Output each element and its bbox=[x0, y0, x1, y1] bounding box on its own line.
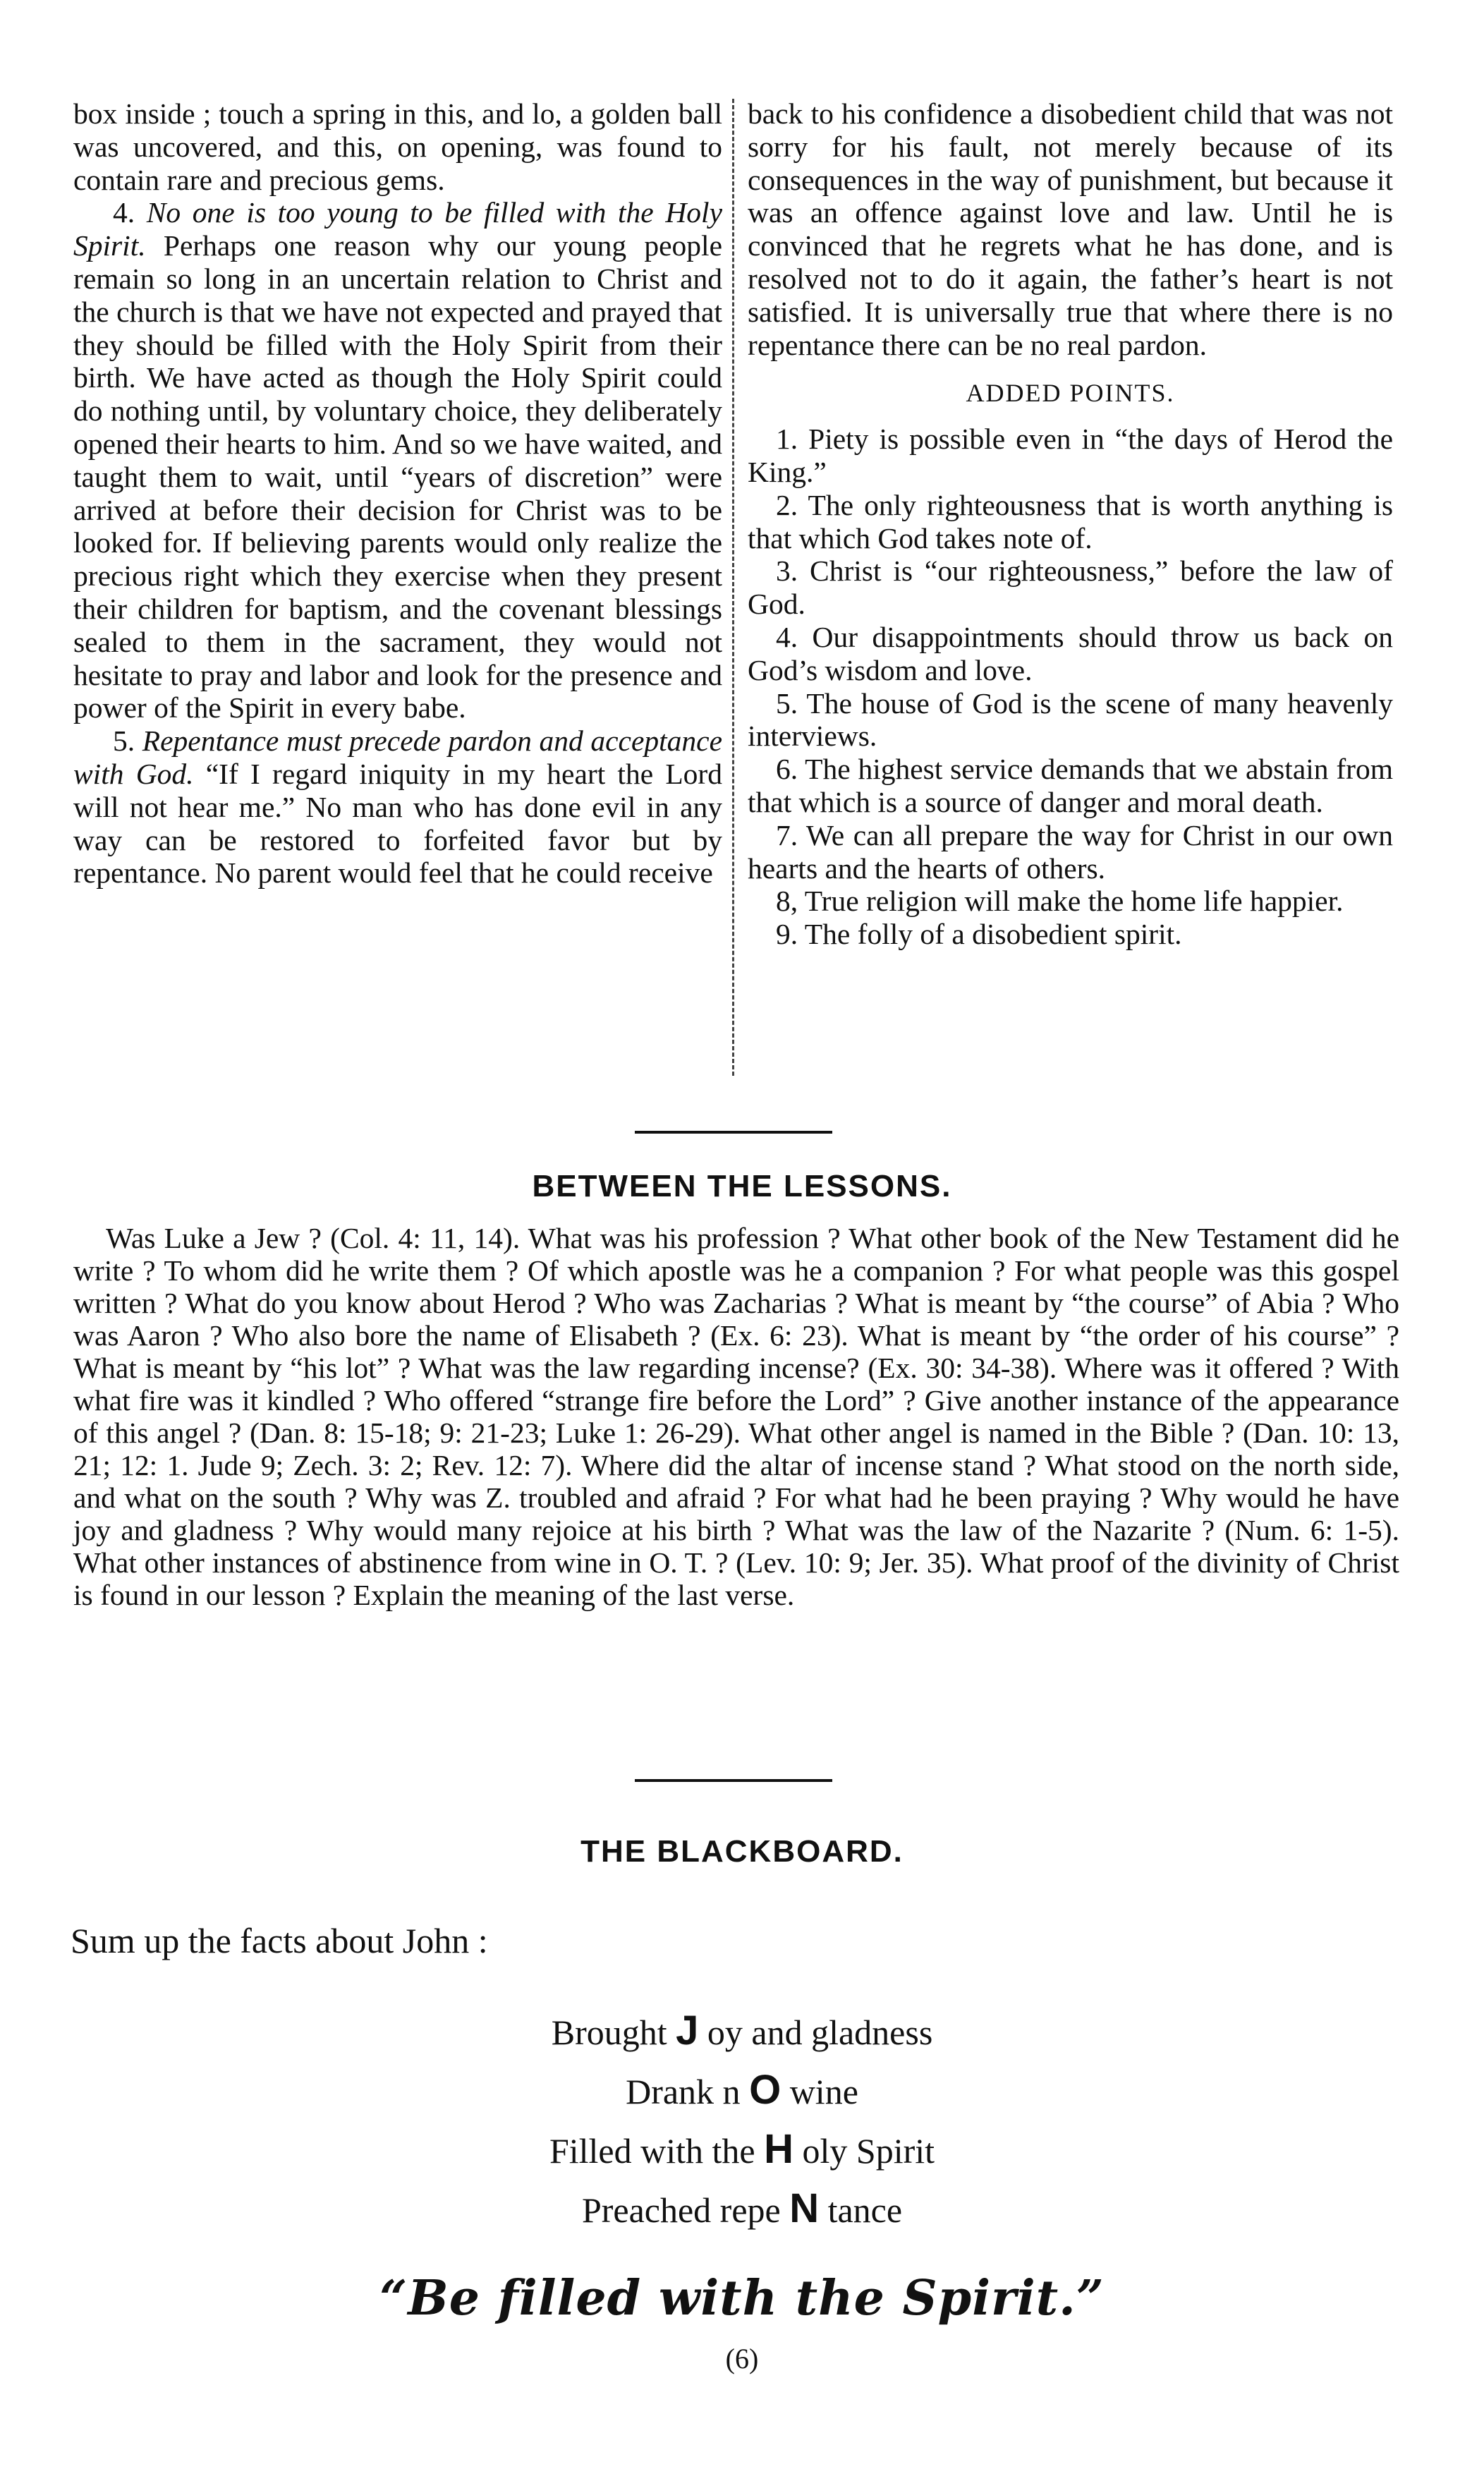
blackboard-acrostic bbox=[0, 2002, 1484, 2239]
point-body: Perhaps one reason why our young people remain so long in an uncertain relation to Christ and the church is that we have not expected and prayed that they should be filled with the Holy Spirit from their birth. We have acted as though the Holy Spirit could do nothing until, by voluntary choice, they deliberately opened their hearts to him. And so we have waited, and taught them to wait, until “years of discretion” were arrived at before their decision for Christ was to be looked for. If believing parents would only realize the precious right which they exercise when they present their children for baptism, and the covenant blessings sealed to them in the sacrament, they would not hesitate to pray and labor and look for the presence and power of the Spirit in every babe. bbox=[73, 229, 723, 724]
section-divider bbox=[635, 1131, 832, 1134]
added-point: 3. Christ is “our righteousness,” before the law of God. bbox=[748, 554, 1393, 621]
added-point: 9. The folly of a disobedient spirit. bbox=[776, 918, 1182, 951]
point-heading: No one is too young to be filled with the Holy Spirit. bbox=[73, 196, 722, 262]
between-lessons-heading: BETWEEN THE LESSONS. bbox=[532, 1169, 952, 1203]
left-paragraph-2 bbox=[73, 196, 722, 724]
acrostic-line bbox=[0, 2002, 1484, 2061]
added-point: 1. Piety is possible even in “the days of Herod the King.” bbox=[748, 423, 1393, 488]
right-paragraph-1: back to his confidence a disobedient child that was not sorry for his fault, not merely because of its consequences in the way of punishment, but because it was an offence against love and law. Until he is convinced that he regrets what he has done, and is resolved not to do it again, the father’s heart is not satisfied. It is universally true that where there is no repentance there can be no real pardon. bbox=[748, 97, 1393, 361]
left-paragraph-3 bbox=[73, 724, 722, 890]
acrostic-pre: Drank n bbox=[626, 2072, 750, 2111]
point-number: 4. bbox=[113, 196, 135, 229]
left-paragraph-1: box inside ; touch a spring in this, and lo, a golden ball was uncovered, and this, on opening, was found to contain rare and precious gems. bbox=[73, 97, 722, 196]
acrostic-post: oly Spirit bbox=[793, 2131, 935, 2171]
acrostic-post: oy and gladness bbox=[698, 2013, 933, 2052]
blackboard-heading: THE BLACKBOARD. bbox=[580, 1834, 904, 1869]
added-point: 8, True religion will make the home life happier. bbox=[776, 885, 1344, 918]
acrostic-pre: Preached repe bbox=[581, 2190, 790, 2230]
point-number: 5. bbox=[113, 724, 135, 758]
point-heading: Repentance must precede pardon and acceptance with God. bbox=[73, 724, 722, 790]
acrostic-letter: N bbox=[789, 2185, 820, 2231]
acrostic-letter: O bbox=[749, 2067, 781, 2113]
right-column bbox=[748, 97, 1393, 951]
acrostic-letter: J bbox=[676, 2008, 699, 2054]
added-points-title: ADDED POINTS. bbox=[966, 379, 1175, 408]
acrostic-post: wine bbox=[781, 2072, 858, 2111]
acrostic-pre: Filled with the bbox=[549, 2131, 765, 2171]
page-number: (6) bbox=[725, 2343, 759, 2374]
added-point: 4. Our disappointments should throw us back on God’s wisdom and love. bbox=[748, 620, 1393, 686]
acrostic-line bbox=[0, 2121, 1484, 2180]
added-point: 6. The highest service demands that we abstain from that which is a source of danger and moral death. bbox=[748, 753, 1393, 818]
added-point: 7. We can all prepare the way for Christ in our own hearts and the hearts of others. bbox=[748, 818, 1393, 885]
column-divider bbox=[732, 99, 734, 1076]
left-column bbox=[73, 97, 722, 890]
between-lessons-questions: Was Luke a Jew ? (Col. 4: 11, 14). What was his profession ? What other book of the New Testament did he write ? To whom did he write them ? Of which apostle was he a companion ? For what people was this gospel written ? What do you know about Herod ? Who was Zacharias ? What is meant by “the course” of Abia ? Who was Aaron ? Who also bore the name of Elisabeth ? (Ex. 6: 23). What is meant by “the order of his course” ? What is meant by “his lot” ? What was the law regarding incense? (Ex. 30: 34-38). Where was it offered ? With what fire was it kindled ? Who offered “strange fire before the Lord” ? Give another instance of the appearance of this angel ? (Dan. 8: 15-18; 9: 21-23; Luke 1: 26-29). What other angel is named in the Bible ? (Dan. 10: 13, 21; 12: 1. Jude 9; Zech. 3: 2; Rev. 12: 7). Where did the altar of incense stand ? What stood on the north side, and what on the south ? Why was Z. troubled and afraid ? For what had he been praying ? Why would he have joy and gladness ? Why would many rejoice at his birth ? What was the law of the Nazarite ? (Num. 6: 1-5). What other instances of abstinence from wine in O. T. ? (Lev. 10: 9; Jer. 35). What proof of the divinity of Christ is found in our lesson ? Explain the meaning of the last verse. bbox=[73, 1222, 1399, 1611]
point-body: “If I regard iniquity in my heart the Lord will not hear me.” No man who has done evil in any way can be restored to forfeited favor but by repentance. No parent would feel that he could receive bbox=[73, 757, 723, 890]
blackboard-lead: Sum up the facts about John : bbox=[71, 1921, 488, 1960]
acrostic-letter: H bbox=[764, 2126, 793, 2172]
acrostic-pre: Brought bbox=[551, 2013, 676, 2052]
acrostic-post: tance bbox=[819, 2190, 903, 2230]
added-point: 5. The house of God is the scene of many heavenly interviews. bbox=[748, 686, 1393, 753]
acrostic-line bbox=[0, 2061, 1484, 2121]
added-point: 2. The only righteousness that is worth anything is that which God takes note of. bbox=[748, 488, 1393, 554]
section-divider bbox=[635, 1779, 832, 1782]
motto: “Be filled with the Spirit.” bbox=[379, 2270, 1105, 2327]
acrostic-line bbox=[0, 2180, 1484, 2239]
